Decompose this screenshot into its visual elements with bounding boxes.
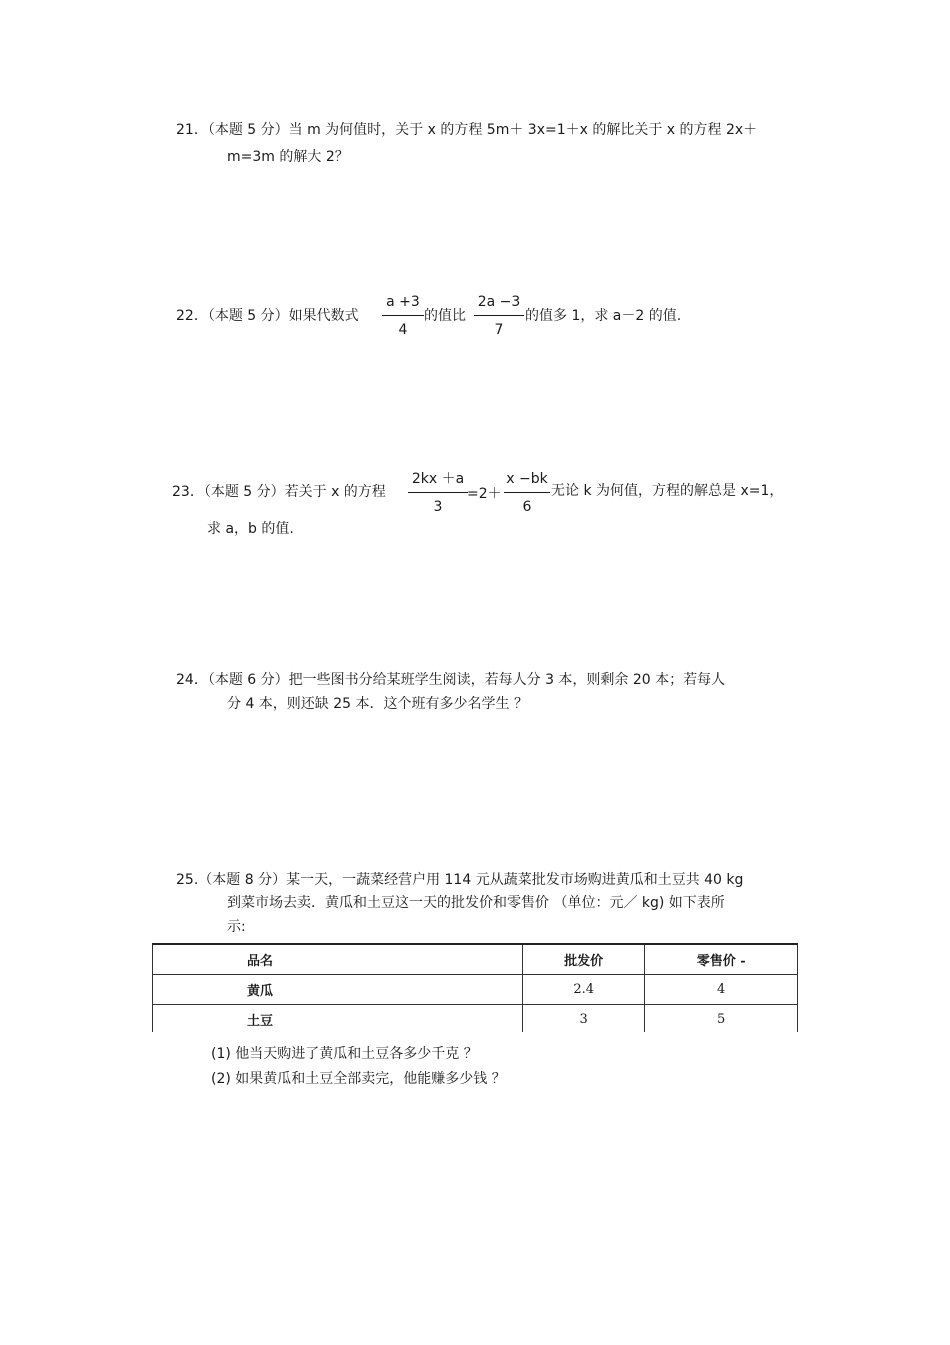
table-row [153,1005,798,1035]
q23-prefix: 23．（本题 5 分）若关于 x 的方程 [172,484,386,500]
q25-sub1: (1) 他当天购进了黄瓜和土豆各多少千克 ？ [211,1046,478,1062]
q25-line1: 25.（本题 8 分）某一天，一蔬菜经营户用 114 元从蔬菜批发市场购进黄瓜和土豆共 40 kg [176,872,744,888]
q25-line2: 到菜市场去卖．黄瓜和土豆这一天的批发价和零售价 （单位：元／ kg) 如下表所 [227,895,725,911]
q22-prefix: 22．（本题 5 分）如果代数式 [176,308,359,324]
q23-fraction-1-numerator: 2kx ＋a [411,471,465,487]
q21-line1: 21．（本题 5 分）当 m 为何值时，关于 x 的方程 5m＋ 3x=1＋x 的解比关于 x 的方程 2x＋ [176,122,758,138]
table-header-row [153,944,798,975]
q22-fraction-1 [382,292,424,340]
fraction-bar [382,315,424,316]
q23-line2: 求 a，b 的值. [207,521,294,537]
q22-suffix: 的值多 1，求 a－2 的值. [525,308,682,324]
q22-fraction-2 [474,292,524,340]
q23-fraction-1-denominator: 3 [433,499,443,515]
q25-sub2: (2) 如果黄瓜和土豆全部卖完，他能赚多少钱 ？ [211,1071,506,1087]
q21-line2: m=3m 的解大 2？ [227,149,349,165]
row-wholesale: 2.4 [523,975,645,1005]
header-name: 品名 [153,944,523,975]
q25-line3: 示: [227,919,246,935]
header-retail: 零售价 - [645,944,798,975]
table-row [153,975,798,1005]
fraction-bar [504,492,550,493]
q24-line2: 分 4 本，则还缺 25 本．这个班有多少名学生 ？ [227,696,528,712]
row-retail: 5 [645,1005,798,1035]
q23-fraction-2-denominator: 6 [522,499,532,515]
q22-fraction-1-denominator: 4 [398,322,408,338]
q22-fraction-2-numerator: 2a −3 [477,294,521,310]
row-wholesale: 3 [523,1005,645,1035]
q22-mid: 的值比 [424,308,466,324]
q23-suffix: 无论 k 为何值，方程的解总是 x=1， [551,483,784,499]
q23-fraction-2 [504,469,550,517]
fraction-bar [408,492,468,493]
q22-fraction-1-numerator: a +3 [386,294,420,310]
row-name: 土豆 [153,1005,523,1035]
row-name: 黄瓜 [153,975,523,1005]
q23-fraction-1 [408,469,468,517]
q23-fraction-2-numerator: x −bk [506,471,548,487]
fraction-bar [474,315,524,316]
price-table [152,943,798,1033]
q22-fraction-2-denominator: 7 [494,322,504,338]
q23-mid: =2＋ [467,486,502,502]
table-cut-edge [150,1032,800,1035]
q24-line1: 24．（本题 6 分）把一些图书分给某班学生阅读，若每人分 3 本，则剩余 20 本；若每人 [176,672,726,688]
header-wholesale: 批发价 [523,944,645,975]
row-retail: 4 [645,975,798,1005]
